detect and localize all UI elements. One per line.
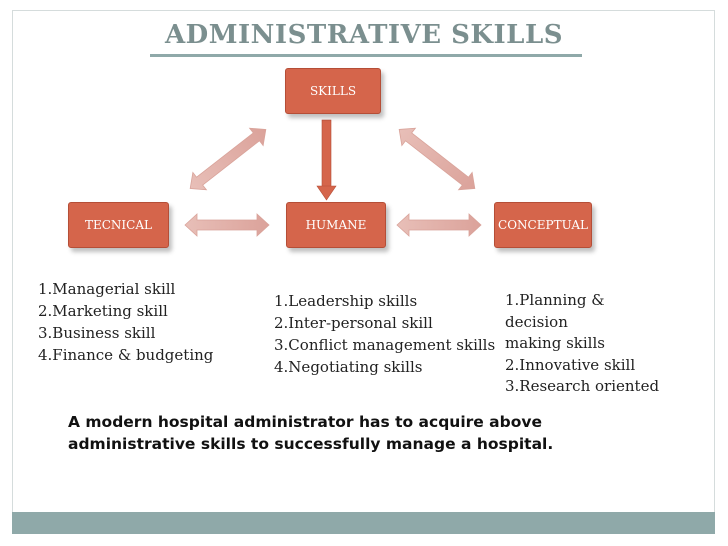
list-item: 4.Finance & budgeting — [38, 346, 214, 364]
node-skills — [285, 68, 381, 114]
list-item: 3.Business skill — [38, 324, 156, 342]
list-item: 2.Innovative skill — [505, 355, 636, 374]
node-tecnical — [68, 202, 169, 248]
node-skills-label: SKILLS — [309, 84, 357, 98]
conceptual-skill-list — [505, 290, 659, 398]
arrow-skills-conceptual — [392, 121, 481, 197]
list-item: 1.Leadership skills — [274, 292, 418, 310]
arrow-humane-conceptual — [397, 214, 481, 236]
list-item: 4.Negotiating skills — [274, 358, 423, 376]
list-item: 1.Managerial skill — [38, 280, 176, 298]
list-item: 3.Research oriented — [505, 377, 660, 395]
list-item: decision — [505, 312, 568, 331]
list-item: 2.Inter-personal skill — [274, 314, 433, 332]
node-humane — [286, 202, 386, 248]
summary-note — [68, 411, 628, 455]
summary-note-line-1: A modern hospital administrator has to acquire above — [68, 413, 543, 431]
list-item: making skills — [505, 334, 605, 352]
list-item: 2.Marketing skill — [38, 302, 168, 320]
arrow-skills-tecnical — [183, 121, 272, 197]
node-conceptual-label: CONCEPTUAL — [498, 218, 588, 232]
arrow-skills-humane — [317, 120, 336, 200]
arrow-tecnical-humane — [185, 214, 269, 236]
summary-note-line-2: administrative skills to successfully manage a hospital. — [68, 435, 554, 453]
slide-title: ADMINISTRATIVE SKILLS — [165, 20, 563, 50]
list-item: 3.Conflict management skills — [274, 336, 496, 354]
node-humane-label: HUMANE — [305, 218, 367, 232]
tecnical-skill-list — [38, 278, 213, 366]
list-item: 1.Planning & — [505, 291, 605, 309]
node-conceptual — [494, 202, 592, 248]
humane-skill-list — [274, 290, 495, 378]
node-tecnical-label: TECNICAL — [84, 218, 152, 232]
